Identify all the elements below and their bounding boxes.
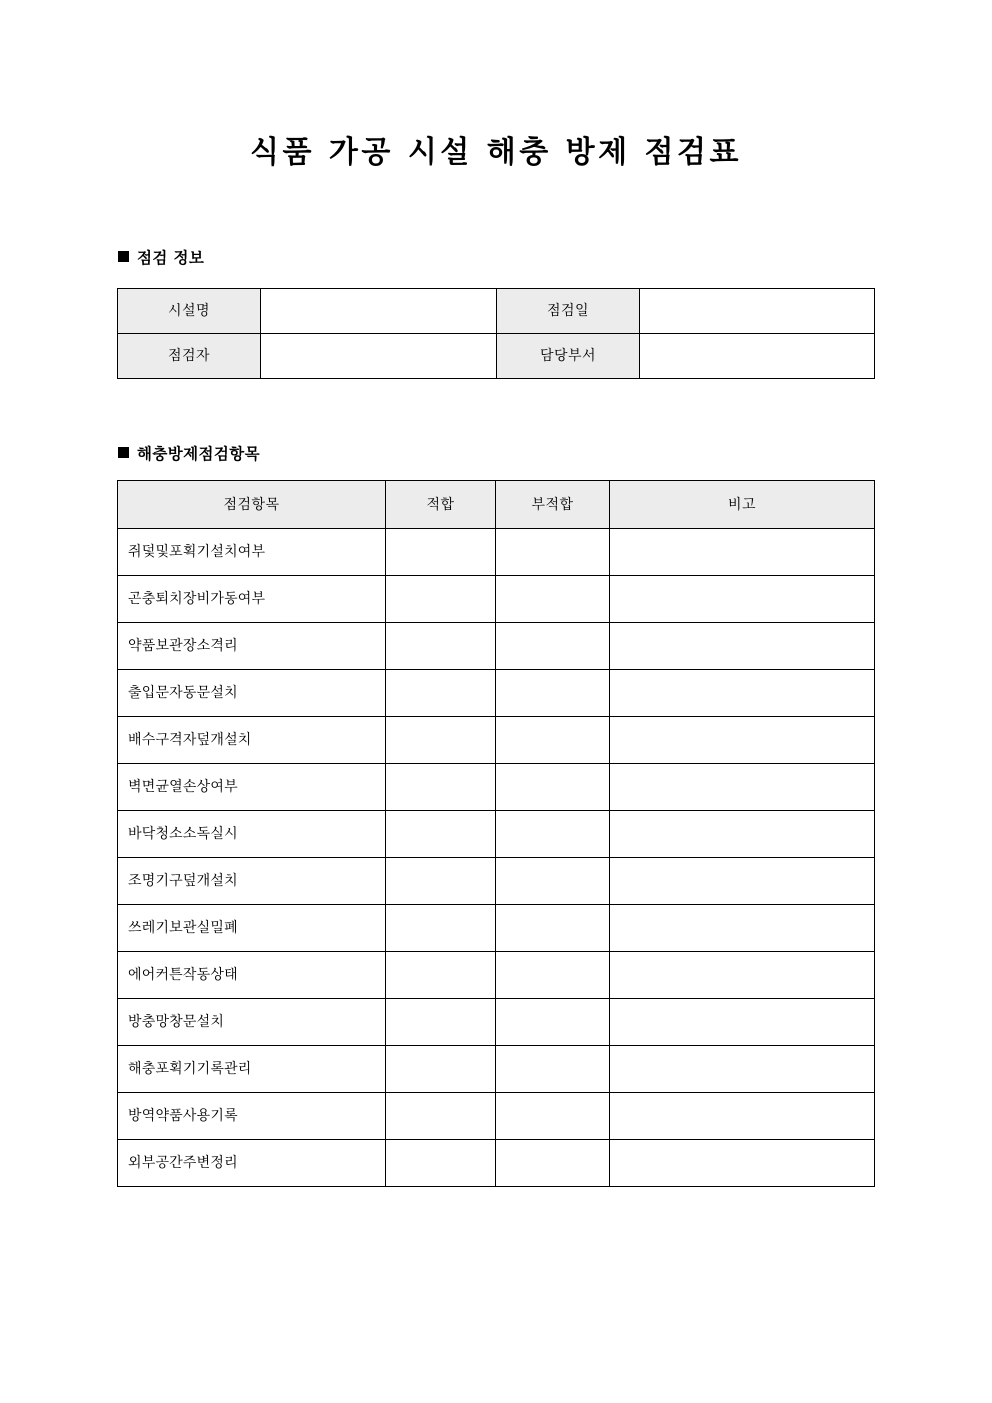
- checklist-fail-cell[interactable]: [496, 905, 610, 952]
- checklist-pass-cell[interactable]: [386, 576, 496, 623]
- checklist-item-label: 벽면균열손상여부: [118, 764, 386, 811]
- checklist-fail-cell[interactable]: [496, 952, 610, 999]
- checklist-item-label: 에어커튼작동상태: [118, 952, 386, 999]
- checklist-fail-cell[interactable]: [496, 529, 610, 576]
- checklist-item-label: 쥐덫및포획기설치여부: [118, 529, 386, 576]
- checklist-fail-cell[interactable]: [496, 623, 610, 670]
- table-row: [118, 905, 875, 952]
- checklist-item-label: 약품보관장소격리: [118, 623, 386, 670]
- section-heading-label: 해충방제점검항목: [137, 445, 260, 463]
- checklist-fail-cell[interactable]: [496, 858, 610, 905]
- checklist-pass-cell[interactable]: [386, 999, 496, 1046]
- section-heading-inspection-info: [118, 247, 204, 269]
- pest-control-checklist-table: [117, 480, 875, 1187]
- checklist-remarks-cell[interactable]: [610, 952, 875, 999]
- table-row: [118, 811, 875, 858]
- checklist-remarks-cell[interactable]: [610, 670, 875, 717]
- checklist-item-label: 해충포획기기록관리: [118, 1046, 386, 1093]
- page-title: 식품 가공 시설 해충 방제 점검표: [250, 135, 742, 170]
- table-row: [118, 764, 875, 811]
- checklist-pass-cell[interactable]: [386, 623, 496, 670]
- checklist-item-label: 외부공간주변정리: [118, 1140, 386, 1187]
- checklist-item-label: 출입문자동문설치: [118, 670, 386, 717]
- checklist-pass-cell[interactable]: [386, 764, 496, 811]
- column-header-remarks: 비고: [610, 481, 875, 529]
- info-value-inspector[interactable]: [261, 334, 497, 379]
- checklist-item-label: 바닥청소소독실시: [118, 811, 386, 858]
- checklist-fail-cell[interactable]: [496, 999, 610, 1046]
- inspection-info-table: [117, 288, 875, 379]
- table-row: [118, 529, 875, 576]
- checklist-fail-cell[interactable]: [496, 811, 610, 858]
- section-heading-pest-control-items: [118, 443, 260, 465]
- info-label-facility-name: 시설명: [118, 289, 261, 334]
- table-row: [118, 334, 875, 379]
- column-header-fail: 부적합: [496, 481, 610, 529]
- checklist-fail-cell[interactable]: [496, 576, 610, 623]
- table-row: [118, 1140, 875, 1187]
- table-row: [118, 1093, 875, 1140]
- checklist-remarks-cell[interactable]: [610, 858, 875, 905]
- table-header-row: [118, 481, 875, 529]
- info-value-department[interactable]: [640, 334, 875, 379]
- bullet-square-icon: [118, 251, 129, 262]
- checklist-fail-cell[interactable]: [496, 670, 610, 717]
- checklist-item-label: 배수구격자덮개설치: [118, 717, 386, 764]
- checklist-remarks-cell[interactable]: [610, 1140, 875, 1187]
- checklist-pass-cell[interactable]: [386, 905, 496, 952]
- checklist-remarks-cell[interactable]: [610, 1093, 875, 1140]
- table-row: [118, 670, 875, 717]
- info-value-inspection-date[interactable]: [640, 289, 875, 334]
- checklist-remarks-cell[interactable]: [610, 1046, 875, 1093]
- checklist-remarks-cell[interactable]: [610, 529, 875, 576]
- checklist-remarks-cell[interactable]: [610, 576, 875, 623]
- table-row: [118, 952, 875, 999]
- table-row: [118, 1046, 875, 1093]
- checklist-pass-cell[interactable]: [386, 811, 496, 858]
- checklist-item-label: 방충망창문설치: [118, 999, 386, 1046]
- checklist-pass-cell[interactable]: [386, 952, 496, 999]
- checklist-item-label: 방역약품사용기록: [118, 1093, 386, 1140]
- checklist-remarks-cell[interactable]: [610, 811, 875, 858]
- checklist-pass-cell[interactable]: [386, 1046, 496, 1093]
- info-label-inspector: 점검자: [118, 334, 261, 379]
- column-header-item: 점검항목: [118, 481, 386, 529]
- section-heading-label: 점검 정보: [137, 249, 205, 267]
- table-row: [118, 576, 875, 623]
- info-value-facility-name[interactable]: [261, 289, 497, 334]
- checklist-fail-cell[interactable]: [496, 717, 610, 764]
- checklist-item-label: 곤충퇴치장비가동여부: [118, 576, 386, 623]
- checklist-remarks-cell[interactable]: [610, 999, 875, 1046]
- checklist-remarks-cell[interactable]: [610, 717, 875, 764]
- table-row: [118, 999, 875, 1046]
- checklist-fail-cell[interactable]: [496, 1140, 610, 1187]
- checklist-remarks-cell[interactable]: [610, 764, 875, 811]
- checklist-fail-cell[interactable]: [496, 764, 610, 811]
- table-row: [118, 289, 875, 334]
- column-header-pass: 적합: [386, 481, 496, 529]
- checklist-item-label: 쓰레기보관실밀폐: [118, 905, 386, 952]
- checklist-pass-cell[interactable]: [386, 670, 496, 717]
- checklist-item-label: 조명기구덮개설치: [118, 858, 386, 905]
- table-row: [118, 717, 875, 764]
- table-row: [118, 858, 875, 905]
- checklist-pass-cell[interactable]: [386, 1093, 496, 1140]
- checklist-pass-cell[interactable]: [386, 529, 496, 576]
- checklist-pass-cell[interactable]: [386, 858, 496, 905]
- checklist-fail-cell[interactable]: [496, 1093, 610, 1140]
- checklist-remarks-cell[interactable]: [610, 905, 875, 952]
- info-label-inspection-date: 점검일: [497, 289, 640, 334]
- checklist-fail-cell[interactable]: [496, 1046, 610, 1093]
- bullet-square-icon: [118, 447, 129, 458]
- table-row: [118, 623, 875, 670]
- checklist-remarks-cell[interactable]: [610, 623, 875, 670]
- info-label-department: 담당부서: [497, 334, 640, 379]
- checklist-pass-cell[interactable]: [386, 1140, 496, 1187]
- checklist-pass-cell[interactable]: [386, 717, 496, 764]
